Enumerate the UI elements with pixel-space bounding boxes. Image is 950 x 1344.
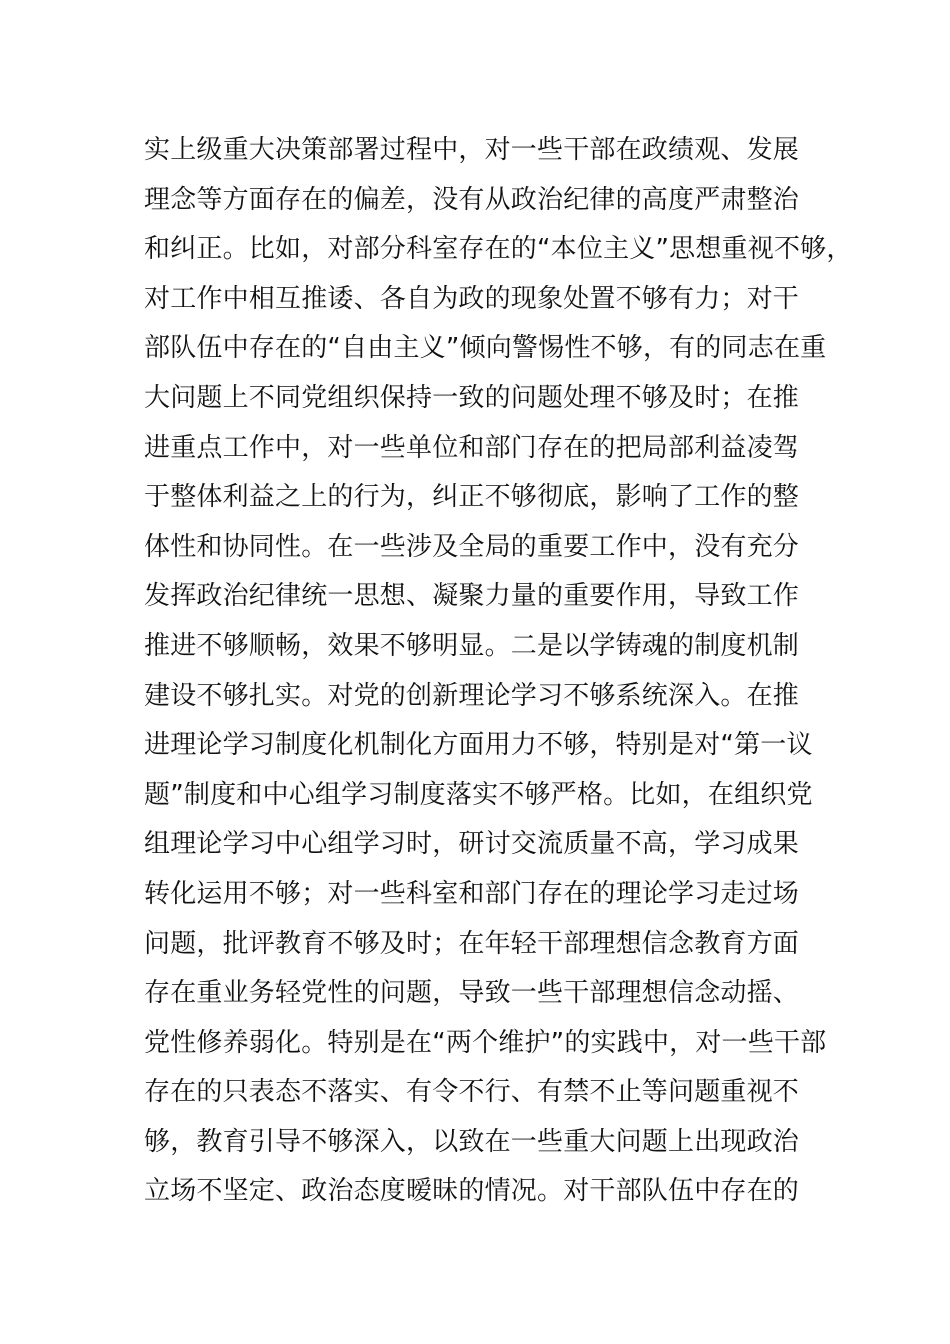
text-line: 立场不坚定、政治态度暧昧的情况。对干部队伍中存在的: [144, 1176, 800, 1207]
text-line: 转化运用不够；对一些科室和部门存在的理论学习走过场: [144, 878, 800, 909]
text-line: 进理论学习制度化机制化方面用力不够，特别是对“第一议: [144, 730, 813, 761]
text-line: 党性修养弱化。特别是在“两个维护”的实践中，对一些干部: [144, 1027, 827, 1058]
text-line: 理念等方面存在的偏差，没有从政治纪律的高度严肃整治: [144, 184, 800, 215]
text-line: 组理论学习中心组学习时，研讨交流质量不高，学习成果: [144, 829, 800, 860]
text-line: 题”制度和中心组学习制度落实不够严格。比如，在组织党: [144, 779, 813, 810]
text-line: 推进不够顺畅，效果不够明显。二是以学铸魂的制度机制: [144, 630, 800, 661]
text-line: 进重点工作中，对一些单位和部门存在的把局部利益凌驾: [144, 432, 800, 463]
text-line: 够，教育引导不够深入，以致在一些重大问题上出现政治: [144, 1126, 800, 1157]
text-line: 体性和协同性。在一些涉及全局的重要工作中，没有充分: [144, 531, 800, 562]
text-line: 问题，批评教育不够及时；在年轻干部理想信念教育方面: [144, 928, 800, 959]
text-line: 对工作中相互推诿、各自为政的现象处置不够有力；对干: [144, 283, 800, 314]
text-line: 存在重业务轻党性的问题，导致一些干部理想信念动摇、: [144, 978, 800, 1009]
text-line: 实上级重大决策部署过程中，对一些干部在政绩观、发展: [144, 135, 800, 165]
text-line: 建设不够扎实。对党的创新理论学习不够系统深入。在推: [144, 680, 800, 711]
text-line: 大问题上不同党组织保持一致的问题处理不够及时；在推: [144, 382, 800, 413]
text-line: 发挥政治纪律统一思想、凝聚力量的重要作用，导致工作: [144, 581, 800, 612]
text-line: 存在的只表态不落实、有令不行、有禁不止等问题重视不: [144, 1077, 800, 1108]
text-line: 部队伍中存在的“自由主义”倾向警惕性不够，有的同志在重: [144, 333, 827, 364]
text-line: 于整体利益之上的行为，纠正不够彻底，影响了工作的整: [144, 482, 800, 513]
body-text: [144, 126, 853, 1217]
text-line: 和纠正。比如，对部分科室存在的“本位主义”思想重视不够，: [144, 234, 853, 265]
